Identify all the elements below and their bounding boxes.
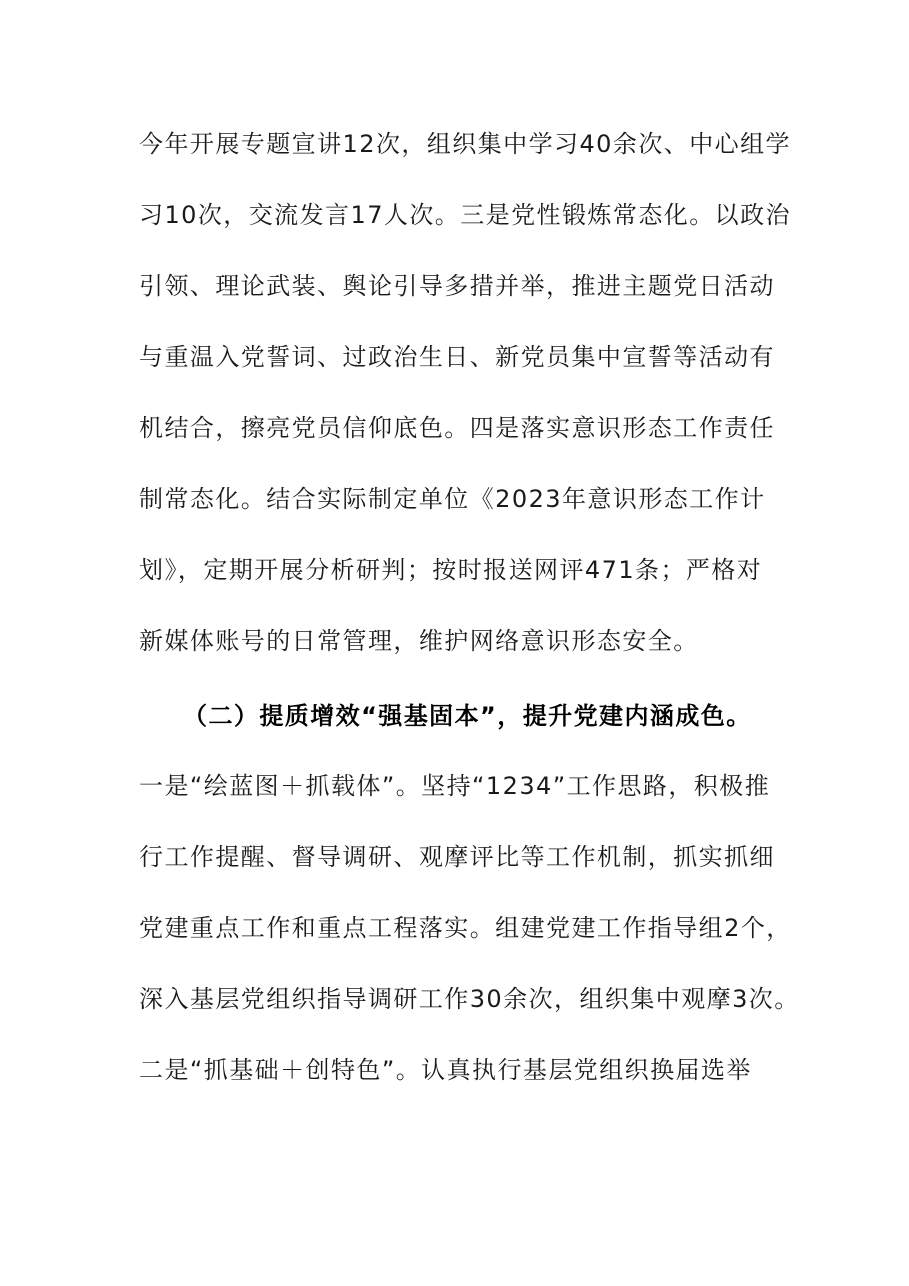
paragraph-line: 与重温入党誓词、过政治生日、新党员集中宣誓等活动有 <box>139 343 775 371</box>
paragraph-line: 深入基层党组织指导调研工作30余次，组织集中观摩3次。 <box>139 985 800 1013</box>
paragraph-line: 一是“绘蓝图＋抓载体”。坚持“1234”工作思路，积极推 <box>139 772 771 800</box>
paragraph-line: 新媒体账号的日常管理，维护网络意识形态安全。 <box>139 627 699 655</box>
paragraph-line: 引领、理论武装、舆论引导多措并举，推进主题党日活动 <box>139 272 775 300</box>
paragraph-line: 习10次，交流发言17人次。三是党性锻炼常态化。以政治 <box>139 201 791 229</box>
paragraph-line: 二是“抓基础＋创特色”。认真执行基层党组织换届选举 <box>139 1056 752 1084</box>
section-heading: （二）提质增效“强基固本”，提升党建内涵成色。 <box>183 702 752 730</box>
paragraph-line: 机结合，擦亮党员信仰底色。四是落实意识形态工作责任 <box>139 414 775 442</box>
paragraph-line: 划》，定期开展分析研判；按时报送网评471条；严格对 <box>139 556 763 584</box>
paragraph-line: 今年开展专题宣讲12次，组织集中学习40余次、中心组学 <box>139 130 791 158</box>
paragraph-line: 党建重点工作和重点工程落实。组建党建工作指导组2个， <box>139 914 792 942</box>
paragraph-line: 行工作提醒、督导调研、观摩评比等工作机制，抓实抓细 <box>139 843 775 871</box>
paragraph-line: 制常态化。结合实际制定单位《2023年意识形态工作计 <box>139 485 766 513</box>
